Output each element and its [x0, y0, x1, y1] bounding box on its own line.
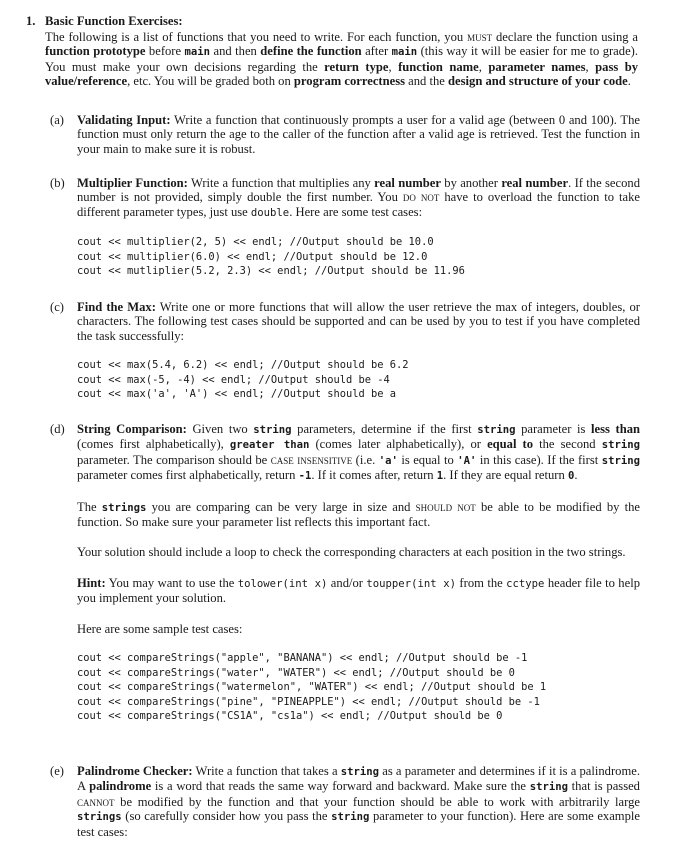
code-line: cout << multiplier(6.0) << endl; //Output should be 12.0	[77, 250, 428, 263]
code-line: cout << max(-5, -4) << endl; //Output should be -4	[77, 373, 390, 386]
item-c-label: (c)	[50, 300, 64, 314]
item-c-code	[77, 358, 640, 402]
item-a-label: (a)	[50, 113, 64, 127]
item-b-code	[77, 235, 640, 279]
item-d-code	[77, 651, 640, 724]
item-b-text: Multiplier Function: Write a function that multiplies any real number by another real number. If the second number is not provided, simply double the first number. You do not have to overload the function to take different parameter types, just use double. Here are some test cases:	[77, 176, 640, 219]
must-emphasis: must	[467, 30, 493, 44]
code-line: cout << compareStrings("water", "WATER") << endl; //Output should be 0	[77, 666, 515, 679]
item-e	[50, 764, 640, 839]
item-d-samples-intro: Here are some sample test cases:	[77, 621, 243, 636]
section-number: 1.	[26, 14, 36, 28]
item-c-title: Find the Max:	[77, 300, 156, 314]
item-e-title: Palindrome Checker:	[77, 764, 193, 778]
code-line: cout << compareStrings("pine", "PINEAPPLE") << endl; //Output should be -1	[77, 695, 540, 708]
item-d-hint-paragraph: Hint: You may want to use the tolower(int x) and/or toupper(int x) from the cctype header file to help you implement your solution.	[77, 575, 640, 606]
code-line: cout << compareStrings("CS1A", "cs1a") << endl; //Output should be 0	[77, 710, 503, 723]
item-d-title: String Comparison:	[77, 422, 187, 436]
item-a-text: Validating Input: Write a function that continuously prompts a user for a valid age (between 0 and 100). The function must only return the age to the caller of the function after a valid age is retrieved. Test the function in your main to make sure it is robust.	[77, 113, 641, 156]
item-c	[50, 300, 640, 402]
code-line: cout << max('a', 'A') << endl; //Output should be a	[77, 388, 397, 401]
item-d-loop-paragraph: Your solution should include a loop to check the corresponding characters at each position in the two strings.	[77, 545, 626, 560]
code-line: cout << multiplier(2, 5) << endl; //Output should be 10.0	[77, 236, 434, 249]
code-line: cout << mutliplier(5.2, 2.3) << endl; //Output should be 11.96	[77, 265, 465, 278]
item-b-label: (b)	[50, 176, 65, 190]
item-b	[50, 176, 640, 279]
item-d-strings-paragraph: The strings you are comparing can be very large in size and should not be able to be modified by the function. So make sure your parameter list reflects this important fact.	[77, 499, 640, 530]
item-e-label: (e)	[50, 764, 64, 778]
item-a-title: Validating Input:	[77, 113, 171, 127]
item-d-text: String Comparison: Given two string parameters, determine if the first string parameter is less than (comes first alphabetically), greater than (comes later alphabetically), or equal to the second string parameter. The comparison should be case insensitive (i.e. 'a' is equal to 'A' in this case). If the first string parameter comes first alphabetically, return -1. If it comes after, return 1. If they are equal return 0.	[77, 422, 641, 483]
intro-paragraph: The following is a list of functions that you need to write. For each function, you must declare the function using a function prototype before main and then define the function after main (this way it will be easier for me to grade). You must make your own decisions regarding the return type, function name, parameter names, pass by value/reference, etc. You will be graded both on program correctness and the design and structure of your code.	[45, 30, 639, 89]
item-e-text: Palindrome Checker: Write a function that takes a string as a parameter and determines if it is a palindrome. A palindrome is a word that reads the same way forward and backward. Make sure the string that is passed cannot be modified by the function and that your function should be able to work with arbitrarily large strings (so carefully consider how you pass the string parameter to your function). Here are some example test cases:	[77, 764, 641, 839]
item-c-text: Find the Max: Write one or more functions that will allow the user retrieve the max of integers, doubles, or characters. The following test cases should be supported and can be used by you to test if you have completed the task successfully:	[77, 300, 640, 343]
item-a	[50, 113, 640, 156]
code-line: cout << compareStrings("apple", "BANANA") << endl; //Output should be -1	[77, 652, 528, 665]
code-line: cout << max(5.4, 6.2) << endl; //Output should be 6.2	[77, 359, 409, 372]
item-b-title: Multiplier Function:	[77, 176, 188, 190]
item-d-label: (d)	[50, 422, 65, 436]
item-d	[50, 422, 640, 724]
section-title: Basic Function Exercises:	[45, 14, 183, 28]
code-line: cout << compareStrings("watermelon", "WATER") << endl; //Output should be 1	[77, 681, 547, 694]
hint-label: Hint:	[77, 575, 106, 590]
